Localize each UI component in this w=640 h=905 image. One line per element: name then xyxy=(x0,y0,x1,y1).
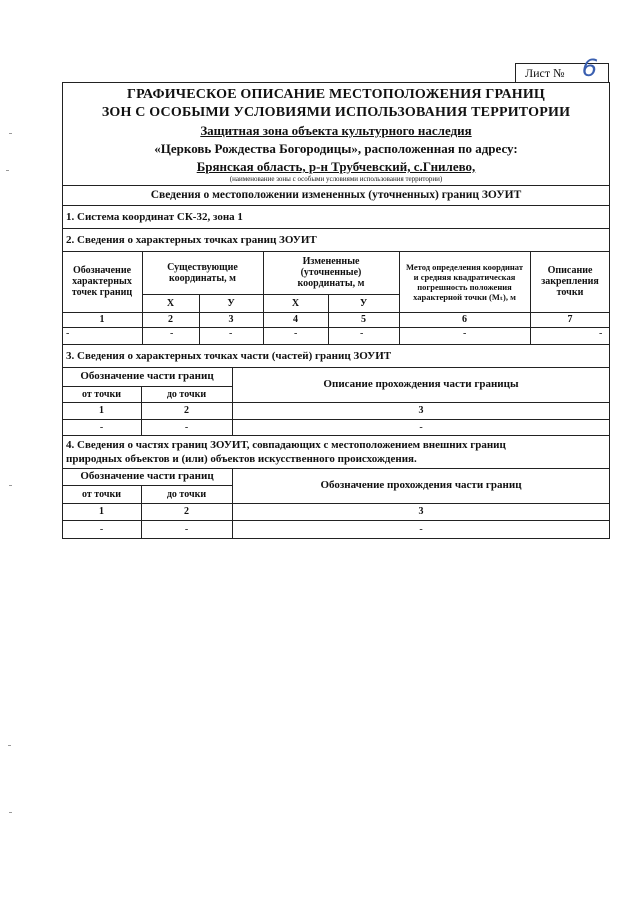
table-cell: - xyxy=(463,328,467,339)
col-number: 3 xyxy=(228,314,234,325)
table-cell: - xyxy=(184,524,189,535)
header-text: Измененные (уточненные) координаты, м xyxy=(297,256,365,289)
col-number: 4 xyxy=(293,314,298,325)
banner-title: Сведения о местоположении измененных (уточненных) границ ЗОУИТ xyxy=(150,189,522,201)
s3-header-from: от точки xyxy=(82,388,121,400)
col-header-existing xyxy=(142,251,263,294)
scan-speck xyxy=(9,812,12,813)
table-cell: - xyxy=(99,421,104,433)
col-header-designation xyxy=(62,251,142,312)
s4-header-designation: Обозначение части границ xyxy=(80,470,214,482)
col-number: 6 xyxy=(462,314,467,325)
table-cell: - xyxy=(419,524,423,535)
table-cell: - xyxy=(184,421,189,433)
col-number: 1 xyxy=(99,405,104,416)
table-cell: - xyxy=(419,421,423,433)
col-number: 5 xyxy=(361,314,366,325)
section1-title: 1. Система координат СК-32, зона 1 xyxy=(66,211,243,223)
address: Брянская область, р-н Трубчевский, с.Гнилево, xyxy=(196,159,476,174)
header-text: Существующие координаты, м xyxy=(167,261,238,284)
s3-header-to: до точки xyxy=(166,388,207,400)
sheet-number-handwritten: 6 xyxy=(580,53,599,83)
s4-header-description: Обозначение прохождения части границ xyxy=(320,479,522,491)
col-number: 1 xyxy=(99,506,104,517)
divider xyxy=(62,344,610,345)
sheet-label: Лист № xyxy=(525,66,565,80)
s4-header-from: от точки xyxy=(82,488,121,500)
col-header-x: Х xyxy=(166,297,175,309)
table-line xyxy=(62,327,610,328)
col-number: 2 xyxy=(184,405,189,416)
col-number: 3 xyxy=(418,405,424,416)
col-header-fixing xyxy=(530,251,610,312)
section3-title: 3. Сведения о характерных точках части (частей) границ ЗОУИТ xyxy=(66,350,392,362)
table-cell: - xyxy=(599,328,603,339)
table-cell: - xyxy=(294,328,298,339)
header-text: Описание закрепления точки xyxy=(541,265,599,298)
col-header-changed xyxy=(263,251,399,294)
col-header-x: Х xyxy=(291,297,300,309)
zone-caption: (наименование зоны с особыми условиями использования территории) xyxy=(229,175,443,183)
s4-header-to: до точки xyxy=(166,488,207,500)
header-text: Обозначение характерных точек границ xyxy=(71,265,133,298)
s3-header-designation: Обозначение части границ xyxy=(80,370,214,382)
scan-speck xyxy=(9,133,12,134)
doc-title-line1: ГРАФИЧЕСКОЕ ОПИСАНИЕ МЕСТОПОЛОЖЕНИЯ ГРАНИЦ xyxy=(126,87,546,102)
s3-header-description: Описание прохождения части границы xyxy=(323,378,519,390)
divider xyxy=(62,185,610,186)
object-line: «Церковь Рождества Богородицы», расположенная по адресу: xyxy=(154,141,518,156)
divider xyxy=(62,205,610,206)
table-cell: - xyxy=(170,328,174,339)
scan-speck xyxy=(8,745,11,746)
col-number: 7 xyxy=(567,314,573,325)
col-header-method xyxy=(399,251,530,312)
zone-name: Защитная зона объекта культурного наследия xyxy=(200,123,472,138)
col-number: 1 xyxy=(99,314,105,325)
doc-title-line2: ЗОН С ОСОБЫМИ УСЛОВИЯМИ ИСПОЛЬЗОВАНИЯ ТЕРРИТОРИИ xyxy=(101,105,571,120)
table-cell: - xyxy=(360,328,364,339)
divider xyxy=(62,228,610,229)
col-header-y: У xyxy=(359,297,368,309)
table-cell: - xyxy=(66,328,70,339)
section4-title-line2: природных объектов и (или) объектов искусственного происхождения. xyxy=(66,453,417,465)
header-text: Метод определения координат и средняя квадратическая погрешность положения характерной точки (Mₜ), м xyxy=(405,261,524,302)
table-cell: - xyxy=(99,524,104,535)
scan-speck xyxy=(6,170,9,171)
col-number: 2 xyxy=(168,314,173,325)
col-number: 3 xyxy=(418,506,424,517)
divider xyxy=(62,435,610,436)
section2-title: 2. Сведения о характерных точках границ ЗОУИТ xyxy=(66,234,317,246)
col-header-y: У xyxy=(227,297,235,309)
section4-title-line1: 4. Сведения о частях границ ЗОУИТ, совпадающих с местоположением внешних границ xyxy=(66,439,506,451)
scan-speck xyxy=(9,485,12,486)
col-number: 2 xyxy=(184,506,189,517)
table-cell: - xyxy=(229,328,233,339)
